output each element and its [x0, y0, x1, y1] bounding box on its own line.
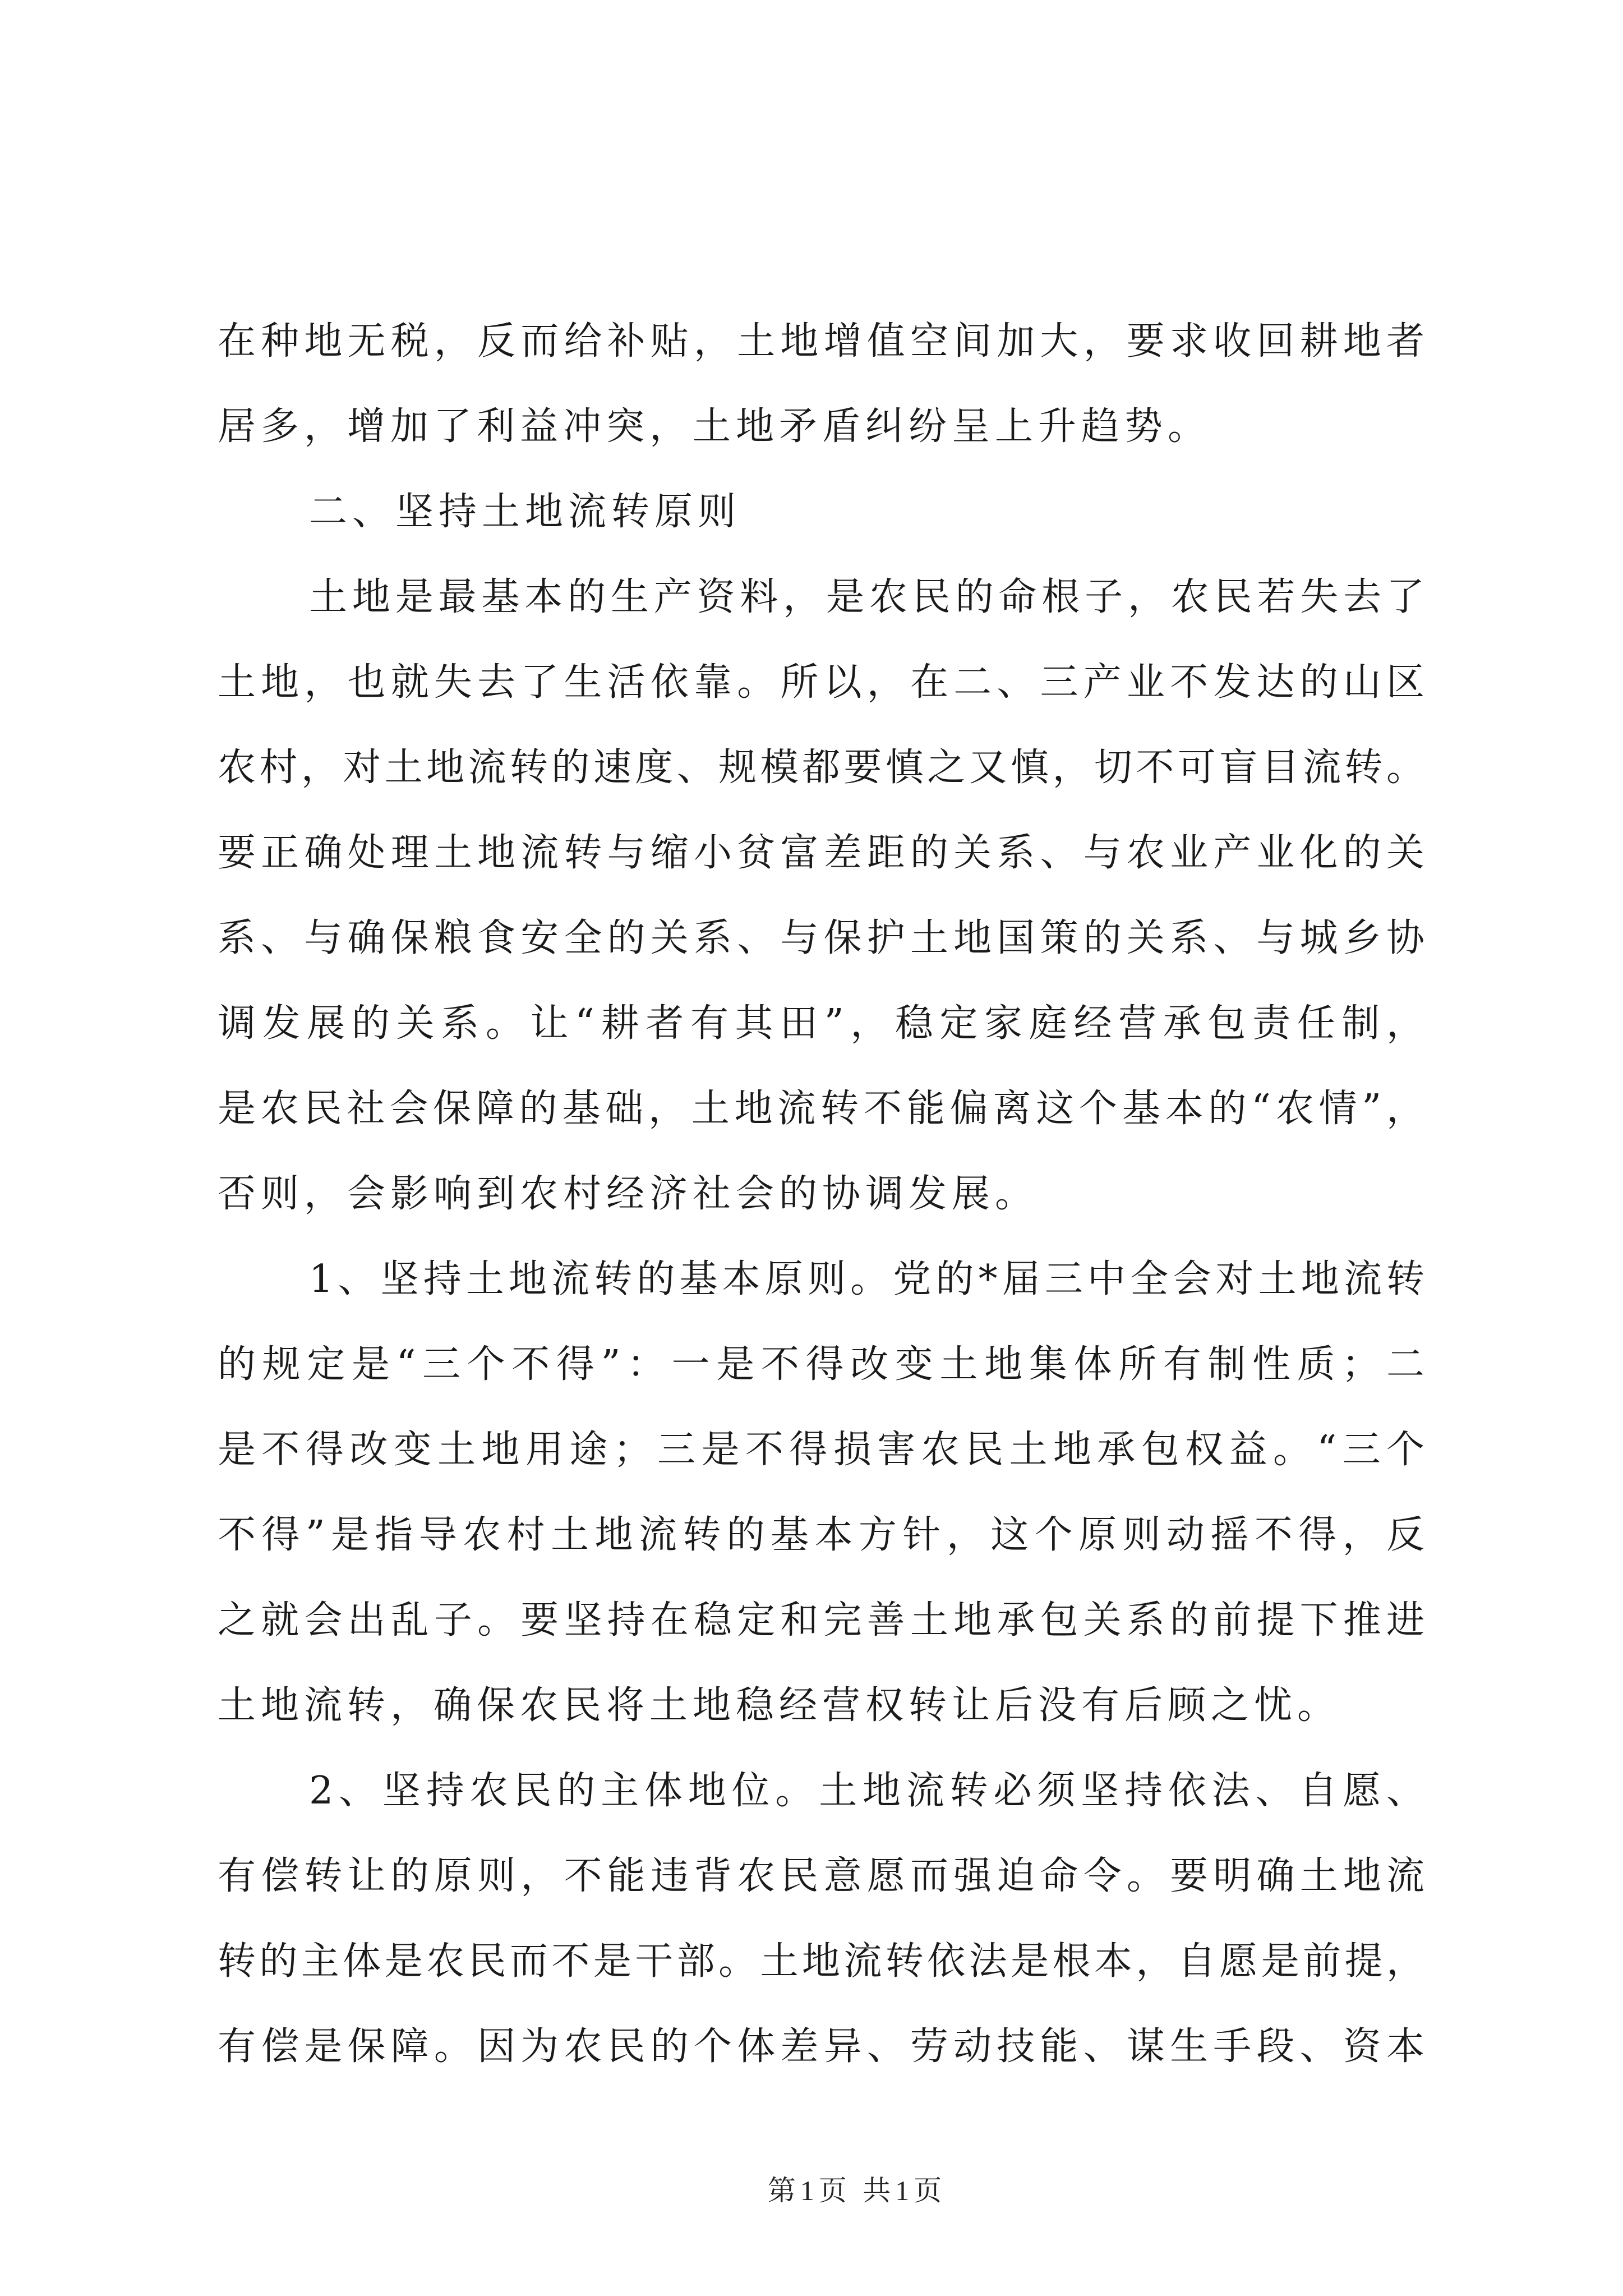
body-line: 是农民社会保障的基础，土地流转不能偏离这个基本的“农情”，	[218, 1087, 1424, 1131]
body-line: 转的主体是农民而不是干部。土地流转依法是根本，自愿是前提，	[218, 1939, 1424, 1984]
body-line: 是不得改变土地用途；三是不得损害农民土地承包权益。“三个	[218, 1428, 1424, 1472]
paragraph	[218, 555, 1424, 1237]
paragraph	[218, 1237, 1424, 1749]
body-line: 土地是最基本的生产资料，是农民的命根子，农民若失去了	[309, 575, 1424, 619]
body-line: 1、坚持土地流转的基本原则。党的*届三中全会对土地流转	[309, 1257, 1424, 1301]
body-line: 居多，增加了利益冲突，土地矛盾纠纷呈上升趋势。	[218, 404, 1211, 449]
body-line: 否则，会影响到农村经济社会的协调发展。	[218, 1172, 1039, 1216]
section-heading	[218, 470, 1424, 555]
body-line: 有偿转让的原则，不能违背农民意愿而强迫命令。要明确土地流	[218, 1854, 1424, 1898]
section-heading-text: 二、坚持土地流转原则	[309, 490, 741, 534]
body-line: 农村，对土地流转的速度、规模都要慎之又慎，切不可盲目流转。	[218, 746, 1424, 790]
paragraph	[218, 1749, 1424, 2090]
body-line: 2、坚持农民的主体地位。土地流转必须坚持依法、自愿、	[309, 1769, 1424, 1813]
body-line: 之就会出乱子。要坚持在稳定和完善土地承包关系的前提下推进	[218, 1598, 1424, 1642]
paragraph-continuation	[218, 299, 1424, 470]
body-line: 要正确处理土地流转与缩小贫富差距的关系、与农业产业化的关	[218, 831, 1424, 875]
body-line: 土地，也就失去了生活依靠。所以，在二、三产业不发达的山区	[218, 660, 1424, 705]
body-line: 有偿是保障。因为农民的个体差异、劳动技能、谋生手段、资本	[218, 2024, 1424, 2069]
page-number-footer: 第1页 共1页	[767, 2175, 947, 2206]
body-line: 土地流转，确保农民将土地稳经营权转让后没有后顾之忧。	[218, 1683, 1341, 1728]
body-line: 调发展的关系。让“耕者有其田”，稳定家庭经营承包责任制，	[218, 1001, 1424, 1046]
document-body	[218, 299, 1424, 2090]
body-line: 系、与确保粮食安全的关系、与保护土地国策的关系、与城乡协	[218, 916, 1424, 960]
body-line: 在种地无税，反而给补贴，土地增值空间加大，要求收回耕地者	[218, 319, 1424, 364]
body-line: 的规定是“三个不得”：一是不得改变土地集体所有制性质；二	[218, 1342, 1424, 1387]
body-line: 不得”是指导农村土地流转的基本方针，这个原则动摇不得，反	[218, 1513, 1424, 1557]
